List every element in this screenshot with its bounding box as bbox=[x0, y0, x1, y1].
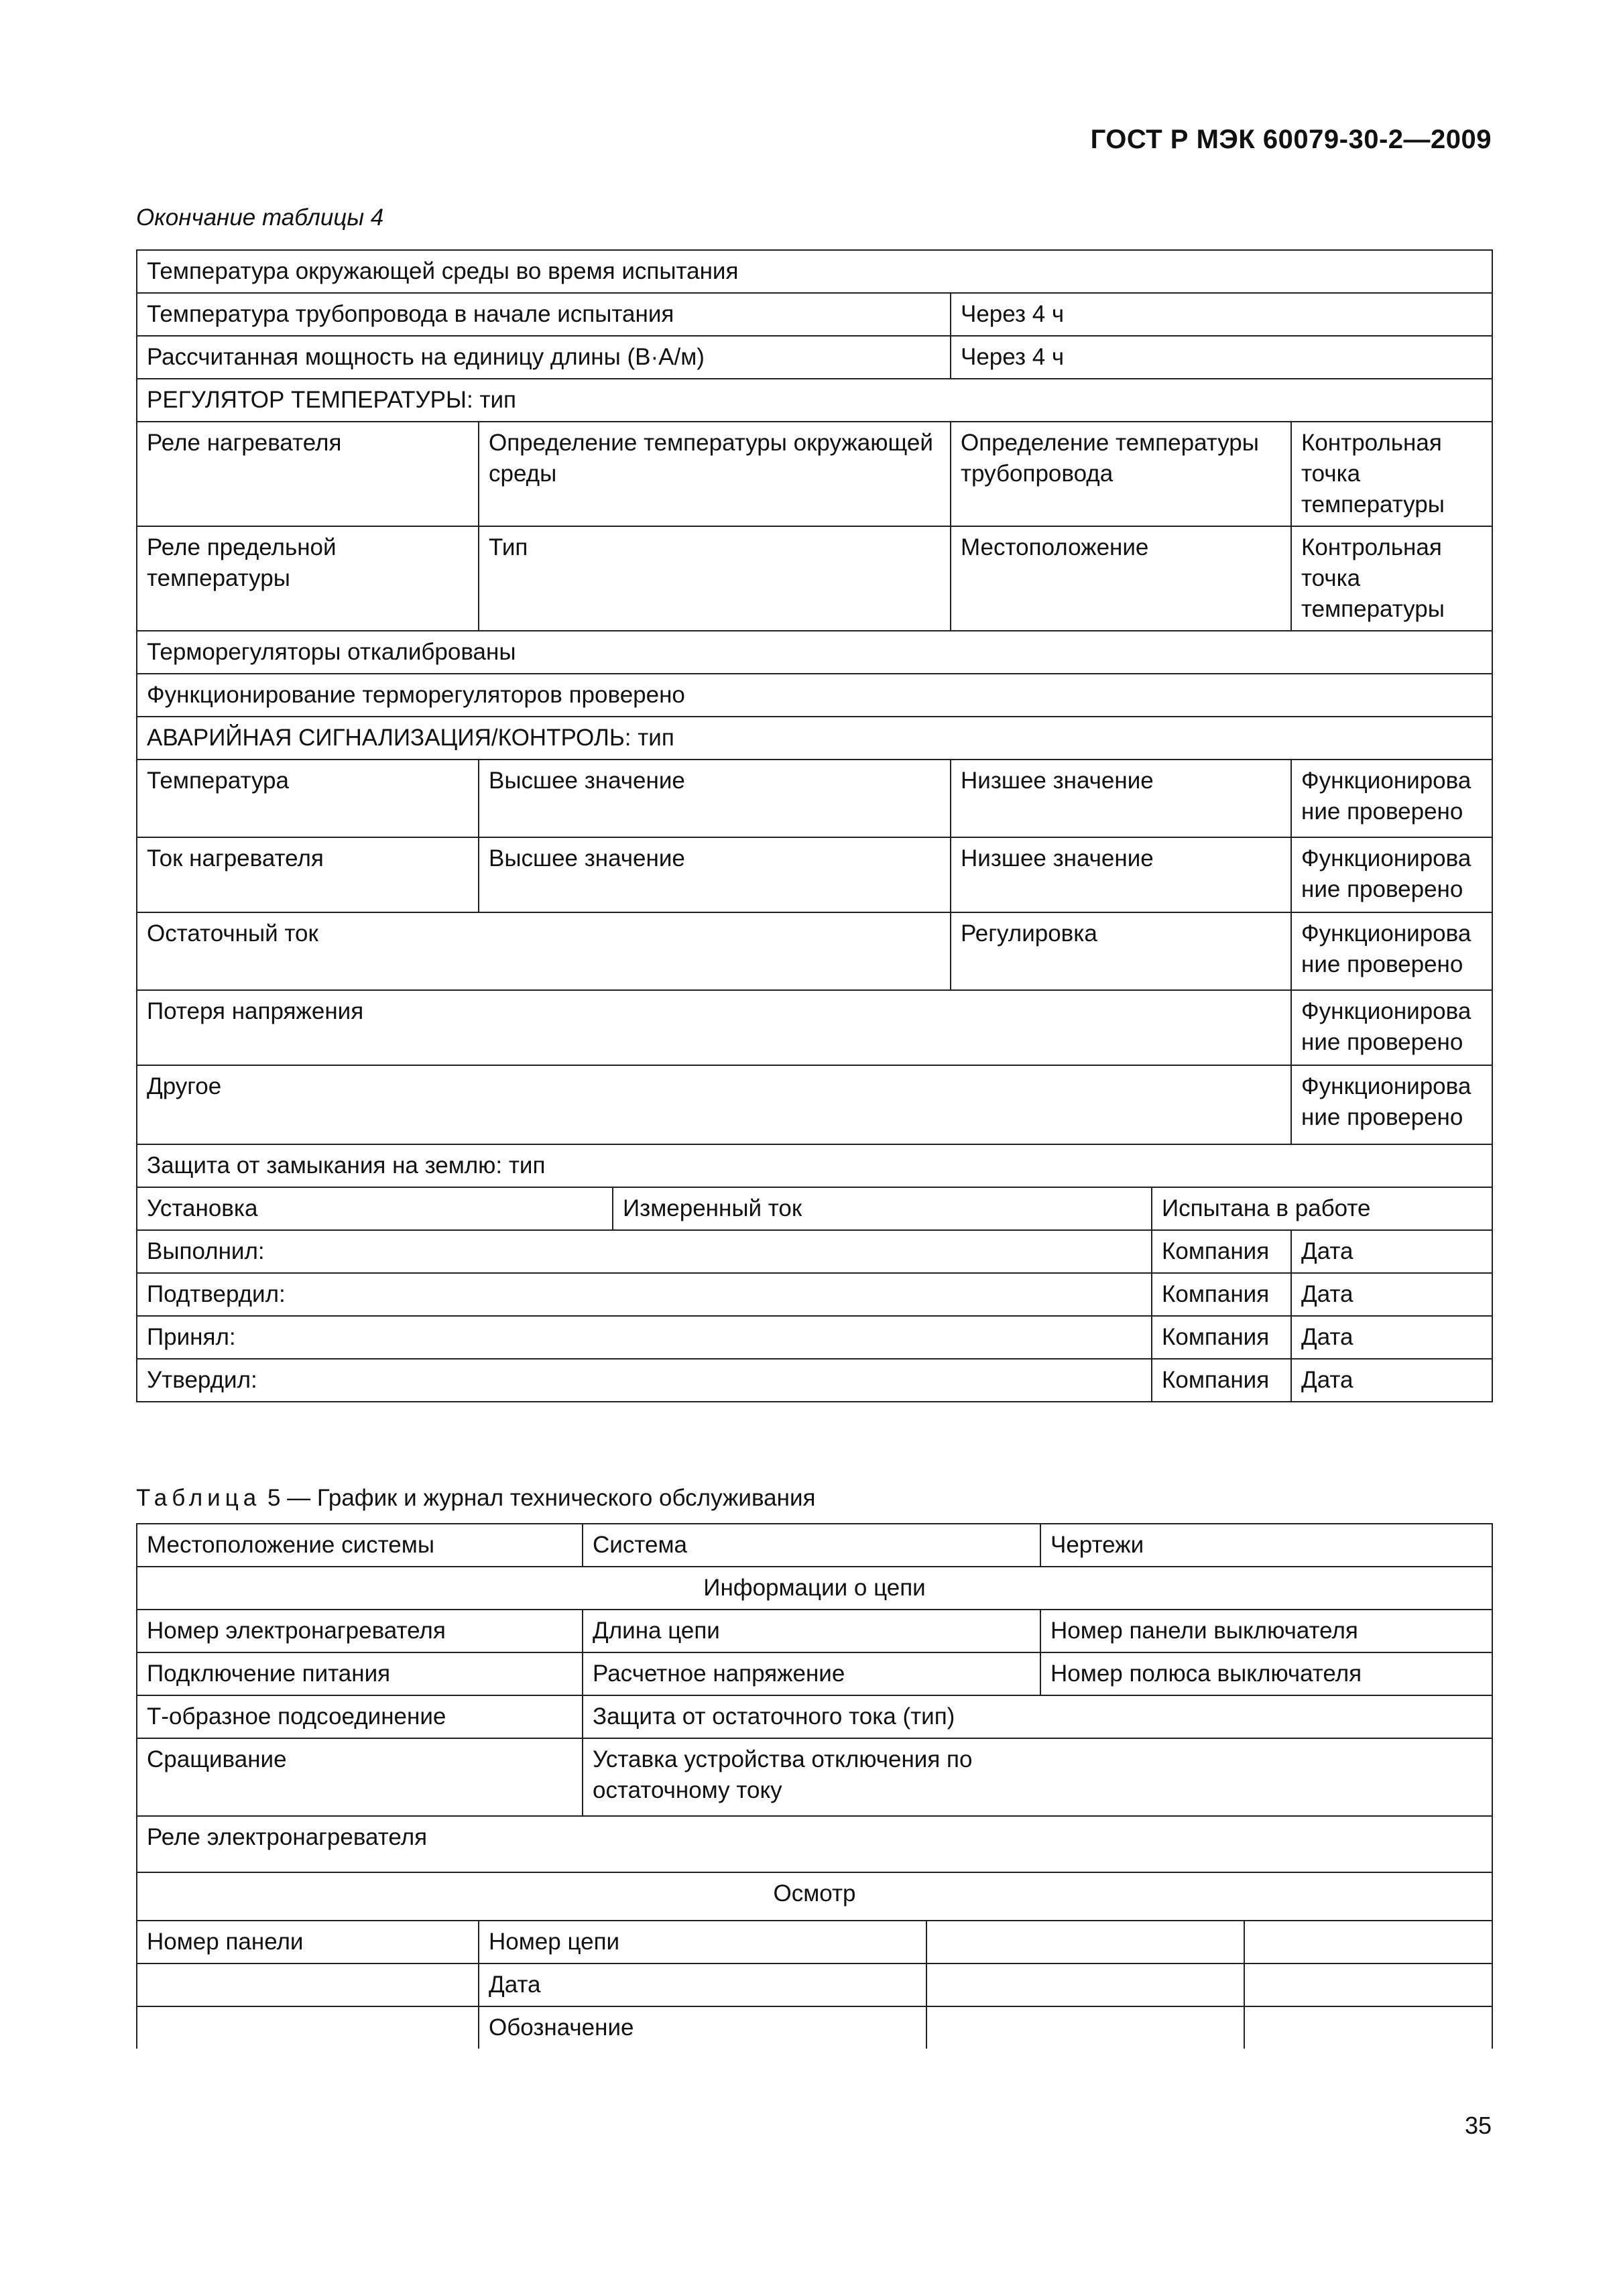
high-value-cell: Высшее значение bbox=[479, 837, 951, 912]
table-row bbox=[137, 1144, 1492, 1187]
table5-caption bbox=[136, 1485, 815, 1512]
adjustment-cell: Регулировка bbox=[951, 912, 1291, 990]
empty-cell bbox=[926, 1963, 1492, 2006]
table5-caption-title: 5 — График и журнал технического обслуживания bbox=[267, 1485, 816, 1511]
table-row bbox=[137, 1652, 1492, 1695]
pipe-sensing-cell: Определение температуры трубопровода bbox=[951, 422, 1291, 526]
residual-current-cell: Остаточный ток bbox=[137, 912, 951, 990]
system-location-cell: Местоположение системы bbox=[137, 1524, 583, 1567]
table-row bbox=[137, 912, 1492, 990]
verified-cell: Функционирование проверено bbox=[1291, 912, 1492, 990]
calc-power-cell: Рассчитанная мощность на единицу длины (В·А/м) bbox=[137, 336, 951, 379]
panel-number-cell: Номер панели bbox=[137, 1921, 479, 1963]
page-number: 35 bbox=[1464, 2112, 1492, 2139]
circuit-info-cell: Информации о цепи bbox=[137, 1567, 1492, 1610]
designation-cell: Обозначение bbox=[479, 2006, 926, 2049]
ground-fault-cell: Защита от замыкания на землю: тип bbox=[137, 1144, 1492, 1187]
ambient-temp-cell: Температура окружающей среды во время испытания bbox=[137, 250, 1492, 293]
table-row bbox=[137, 1963, 1492, 2006]
after-4h-cell: Через 4 ч bbox=[951, 336, 1492, 379]
table-row bbox=[137, 379, 1492, 422]
design-voltage-cell: Расчетное напряжение bbox=[583, 1652, 1040, 1695]
ambient-sensing-cell: Определение температуры окружающей среды bbox=[479, 422, 951, 526]
breaker-panel-number-cell: Номер панели выключателя bbox=[1040, 1610, 1492, 1652]
table-row bbox=[137, 1695, 1492, 1738]
table-row bbox=[137, 1567, 1492, 1610]
function-checked-cell: Функционирование терморегуляторов проверено bbox=[137, 674, 1492, 717]
setpoint-cell: Контрольная точка температуры bbox=[1291, 422, 1492, 526]
signoff-date-cell: Дата bbox=[1291, 1359, 1492, 1402]
after-4h-cell: Через 4 ч bbox=[951, 293, 1492, 336]
table-row bbox=[137, 990, 1492, 1065]
table-5 bbox=[136, 1523, 1493, 2049]
verified-cell: Функционирование проверено bbox=[1291, 837, 1492, 912]
measured-current-cell: Измеренный ток bbox=[613, 1187, 1152, 1230]
rcd-setting-text: Уставка устройства отключения по остаточному току bbox=[593, 1746, 973, 1803]
circuit-number-cell: Номер цепи bbox=[479, 1921, 926, 1963]
verified-cell: Функционирование проверено bbox=[1291, 760, 1492, 837]
voltage-loss-cell: Потеря напряжения bbox=[137, 990, 1291, 1065]
table-row bbox=[137, 1273, 1492, 1316]
table-row bbox=[137, 1359, 1492, 1402]
signoff-date-cell: Дата bbox=[1291, 1230, 1492, 1273]
system-cell: Система bbox=[583, 1524, 1040, 1567]
tested-in-operation-cell: Испытана в работе bbox=[1152, 1187, 1492, 1230]
table-row bbox=[137, 1065, 1492, 1144]
table-row bbox=[137, 2006, 1492, 2049]
table-row bbox=[137, 674, 1492, 717]
heater-relay-cell: Реле нагревателя bbox=[137, 422, 479, 526]
signoff-role-cell: Выполнил: bbox=[137, 1230, 1152, 1273]
table-row bbox=[137, 631, 1492, 674]
document-code: ГОСТ Р МЭК 60079-30-2—2009 bbox=[1090, 125, 1492, 154]
calibrated-cell: Терморегуляторы откалиброваны bbox=[137, 631, 1492, 674]
signoff-company-cell: Компания bbox=[1152, 1316, 1291, 1359]
temp-regulator-cell: РЕГУЛЯТОР ТЕМПЕРАТУРЫ: тип bbox=[137, 379, 1492, 422]
signoff-date-cell: Дата bbox=[1291, 1316, 1492, 1359]
date-cell: Дата bbox=[479, 1963, 926, 2006]
table-row bbox=[137, 293, 1492, 336]
low-value-cell: Низшее значение bbox=[951, 760, 1291, 837]
empty-cell bbox=[137, 2006, 479, 2049]
inspection-cell: Осмотр bbox=[137, 1872, 1492, 1921]
setting-cell: Установка bbox=[137, 1187, 613, 1230]
column-divider bbox=[927, 1921, 1245, 1963]
table-row bbox=[137, 1872, 1492, 1921]
circuit-length-cell: Длина цепи bbox=[583, 1610, 1040, 1652]
high-value-cell: Высшее значение bbox=[479, 760, 951, 837]
table4-continuation-label: Окончание таблицы 4 bbox=[136, 204, 384, 231]
table-row bbox=[137, 1610, 1492, 1652]
alarm-control-cell: АВАРИЙНАЯ СИГНАЛИЗАЦИЯ/КОНТРОЛЬ: тип bbox=[137, 717, 1492, 760]
table-row bbox=[137, 336, 1492, 379]
breaker-pole-number-cell: Номер полюса выключателя bbox=[1040, 1652, 1492, 1695]
signoff-company-cell: Компания bbox=[1152, 1273, 1291, 1316]
rcd-type-cell: Защита от остаточного тока (тип) bbox=[583, 1695, 1492, 1738]
table-row bbox=[137, 526, 1492, 631]
empty-cell bbox=[137, 1963, 479, 2006]
tee-connection-cell: Т-образное подсоединение bbox=[137, 1695, 583, 1738]
table-row bbox=[137, 1316, 1492, 1359]
table-row bbox=[137, 1921, 1492, 1963]
table-row bbox=[137, 1187, 1492, 1230]
table-row bbox=[137, 760, 1492, 837]
location-cell: Местоположение bbox=[951, 526, 1291, 631]
table-row bbox=[137, 422, 1492, 526]
column-divider bbox=[927, 1964, 1245, 2006]
signoff-role-cell: Принял: bbox=[137, 1316, 1152, 1359]
verified-cell: Функционирование проверено bbox=[1291, 990, 1492, 1065]
low-value-cell: Низшее значение bbox=[951, 837, 1291, 912]
limit-relay-cell: Реле предельной температуры bbox=[137, 526, 479, 631]
verified-cell: Функционирование проверено bbox=[1291, 1065, 1492, 1144]
signoff-company-cell: Компания bbox=[1152, 1359, 1291, 1402]
heater-relay-cell: Реле электронагревателя bbox=[137, 1816, 1492, 1872]
drawings-cell: Чертежи bbox=[1040, 1524, 1492, 1567]
power-connection-cell: Подключение питания bbox=[137, 1652, 583, 1695]
type-cell: Тип bbox=[479, 526, 951, 631]
table-row bbox=[137, 1816, 1492, 1872]
signoff-role-cell: Подтвердил: bbox=[137, 1273, 1152, 1316]
table-row bbox=[137, 1230, 1492, 1273]
pipe-temp-start-cell: Температура трубопровода в начале испытания bbox=[137, 293, 951, 336]
splice-cell: Сращивание bbox=[137, 1738, 583, 1816]
empty-cell bbox=[926, 1921, 1492, 1963]
rcd-setting-cell bbox=[583, 1738, 1492, 1816]
setpoint-cell: Контрольная точка температуры bbox=[1291, 526, 1492, 631]
signoff-date-cell: Дата bbox=[1291, 1273, 1492, 1316]
table-row bbox=[137, 717, 1492, 760]
heater-number-cell: Номер электронагревателя bbox=[137, 1610, 583, 1652]
table-row bbox=[137, 837, 1492, 912]
signoff-role-cell: Утвердил: bbox=[137, 1359, 1152, 1402]
table-4 bbox=[136, 249, 1493, 1402]
empty-cell bbox=[926, 2006, 1492, 2049]
temperature-cell: Температура bbox=[137, 760, 479, 837]
column-divider bbox=[927, 2007, 1245, 2049]
heater-current-cell: Ток нагревателя bbox=[137, 837, 479, 912]
signoff-company-cell: Компания bbox=[1152, 1230, 1291, 1273]
table-row bbox=[137, 1738, 1492, 1816]
table-row bbox=[137, 250, 1492, 293]
other-cell: Другое bbox=[137, 1065, 1291, 1144]
table-row bbox=[137, 1524, 1492, 1567]
table5-caption-prefix: Таблица bbox=[136, 1485, 261, 1511]
